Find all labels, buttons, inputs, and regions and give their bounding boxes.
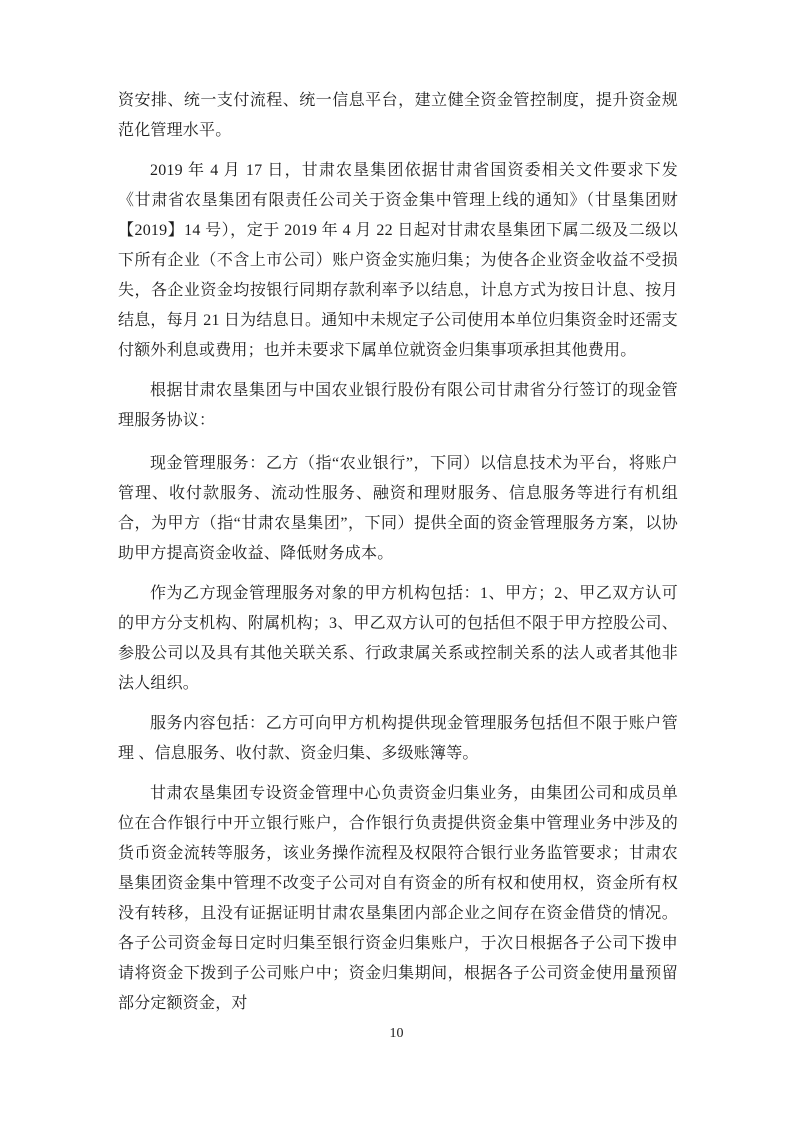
page-number: 10 [389, 1026, 404, 1041]
paragraph-cash-management-service: 现金管理服务：乙方（指“农业银行”，下同）以信息技术为平台，将账户管理、收付款服务、流动性服务、融资和理财服务、信息服务等进行有机组合，为甲方（指“甘肃农垦集团”，下同）提供全面的资金管理服务方案，以协助甲方提高资金收益、降低财务成本。 [118, 455, 678, 562]
paragraph-agreement-intro: 根据甘肃农垦集团与中国农业银行股份有限公司甘肃省分行签订的现金管理服务协议： [118, 382, 678, 429]
paragraph-notice-2019: 2019 年 4 月 17 日，甘肃农垦集团依据甘肃省国资委相关文件要求下发《甘肃省农垦集团有限责任公司关于资金集中管理上线的通知》（甘垦集团财【2019】14 号），定于 2019 年 4 月 22 日起对甘肃农垦集团下属二级及二级以下所有企业（不含上市公司）账户资金实施归集；为使各企业资金收益不受损失，各企业资金均按银行同期存款利率予以结息，计息方式为按日计息、按月结息，每月 21 日为结息日。通知中未规定子公司使用本单位归集资金时还需支付额外利息或费用；也并未要求下属单位就资金归集事项承担其他费用。 [118, 162, 678, 359]
document-body [118, 86, 678, 1029]
paragraph-continuation: 资安排、统一支付流程、统一信息平台，建立健全资金管控制度，提升资金规范化管理水平。 [118, 92, 678, 139]
paragraph-service-content: 服务内容包括：乙方可向甲方机构提供现金管理服务包括但不限于账户管理 、信息服务、收付款、资金归集、多级账簿等。 [118, 715, 678, 762]
paragraph-service-targets: 作为乙方现金管理服务对象的甲方机构包括：1、甲方；2、甲乙双方认可的甲方分支机构、附属机构；3、甲乙双方认可的包括但不限于甲方控股公司、参股公司以及具有其他关联关系、行政隶属关系或控制关系的法人或者其他非法人组织。 [118, 585, 678, 692]
paragraph-fund-center: 甘肃农垦集团专设资金管理中心负责资金归集业务，由集团公司和成员单位在合作银行中开立银行账户，合作银行负责提供资金集中管理业务中涉及的货币资金流转等服务，该业务操作流程及权限符合银行业务监管要求；甘肃农垦集团资金集中管理不改变子公司对自有资金的所有权和使用权，资金所有权没有转移，且没有证据证明甘肃农垦集团内部企业之间存在资金借贷的情况。各子公司资金每日定时归集至银行资金归集账户，于次日根据各子公司下拨申请将资金下拨到子公司账户中；资金归集期间，根据各子公司资金使用量预留部分定额资金，对 [118, 785, 678, 1012]
